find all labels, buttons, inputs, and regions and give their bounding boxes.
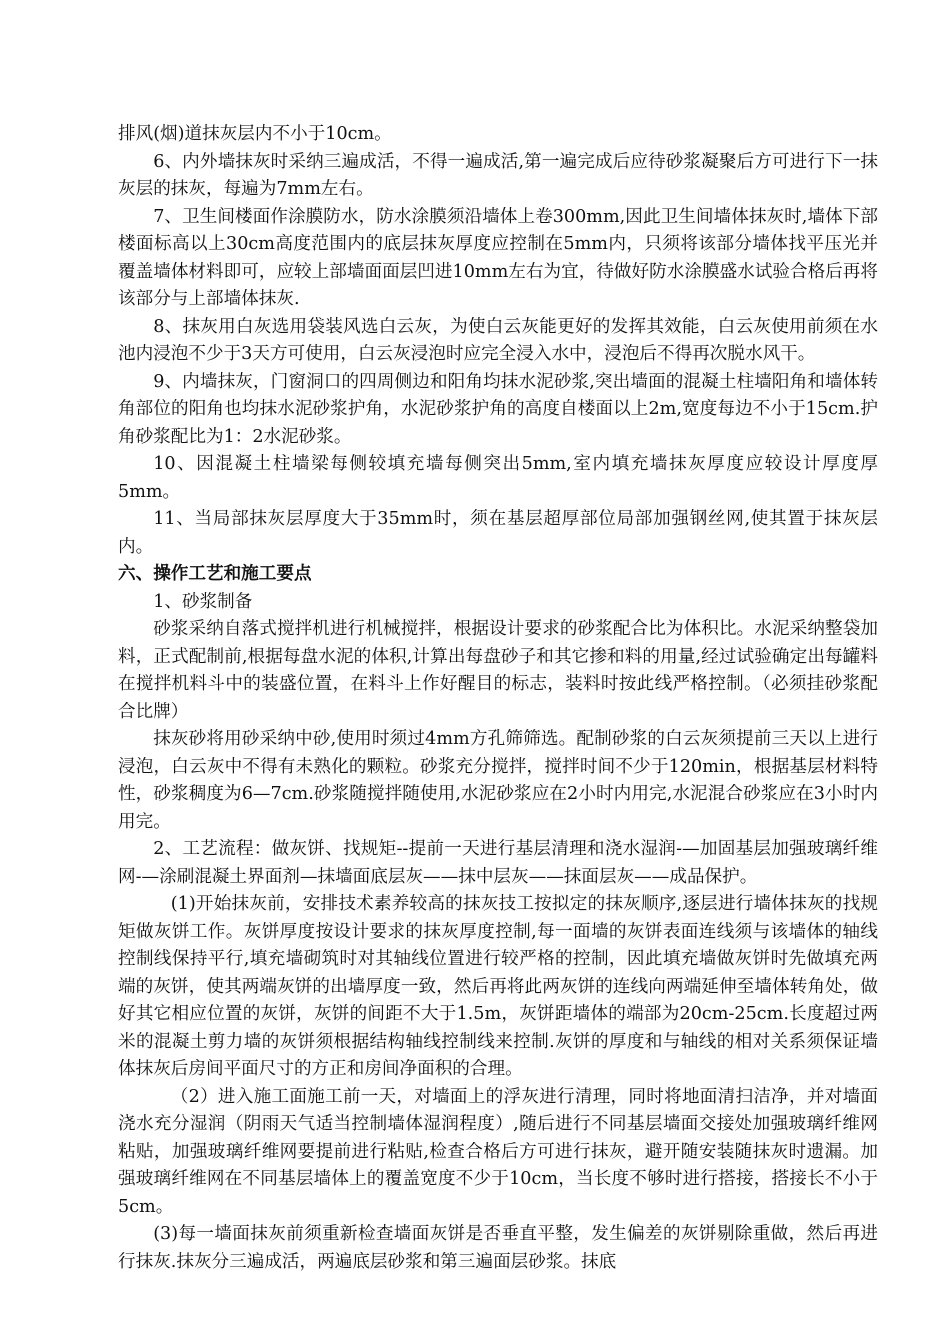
paragraph-process-flow: 2、工艺流程：做灰饼、找规矩--提前一天进行基层清理和浇水湿润-—加固基层加强玻璃纤维网-—涂刷混凝土界面剂—抹墙面底层灰——抹中层灰——抹面层灰——成品保护。	[118, 839, 878, 887]
paragraph-item-11: 11、当局部抹灰层厚度大于35mm时，须在基层超厚部位局部加强钢丝网,使其置于抹灰层内。	[118, 509, 878, 557]
paragraph-mortar-mixing: 砂浆采纳自落式搅拌机进行机械搅拌，根据设计要求的砂浆配合比为体积比。水泥采纳整袋加料，正式配制前,根据每盘水泥的体积,计算出每盘砂子和其它掺和料的用量,经过试验确定出每罐料在搅拌机料斗中的装盛位置，在料斗上作好醒目的标志，装料时按此线严格控制。（必须挂砂浆配合比牌）	[118, 619, 878, 722]
paragraph-step-1: (1)开始抹灰前，安排技术素养较高的抹灰技工按拟定的抹灰顺序,逐层进行墙体抹灰的找规矩做灰饼工作。灰饼厚度按设计要求的抹灰厚度控制,每一面墙的灰饼表面连线须与该墙体的轴线控制线保持平行,填充墙砌筑时对其轴线位置进行较严格的控制，因此填充墙做灰饼时先做填充两端的灰饼，使其两端灰饼的出墙厚度一致，然后再将此两灰饼的连线向两端延伸至墙体转角处，做好其它相应位置的灰饼，灰饼的间距不大于1.5m，灰饼距墙体的端部为20cm-25cm.长度超过两米的混凝土剪力墙的灰饼须根据结构轴线控制线来控制.灰饼的厚度和与轴线的相对关系须保证墙体抹灰后房间平面尺寸的方正和房间净面积的合理。	[118, 894, 878, 1079]
document-page	[118, 121, 878, 1276]
paragraph-item-7: 7、卫生间楼面作涂膜防水，防水涂膜须沿墙体上卷300mm,因此卫生间墙体抹灰时,墙体下部楼面标高以上30cm高度范围内的底层抹灰厚度应控制在5mm内，只须将该部分墙体找平压光并覆盖墙体材料即可，应较上部墙面面层凹进10mm左右为宜，待做好防水涂膜盛水试验合格后再将该部分与上部墙体抹灰.	[118, 206, 878, 309]
subsection-title: 1、砂浆制备	[153, 591, 253, 612]
section-heading: 六、操作工艺和施工要点	[118, 564, 312, 584]
paragraph-sand-preparation: 抹灰砂将用砂采纳中砂,使用时须过4mm方孔筛筛选。配制砂浆的白云灰须提前三天以上进行浸泡，白云灰中不得有未熟化的颗粒。砂浆充分搅拌，搅拌时间不少于120min，根据基层材料特性，砂浆稠度为6—7cm.砂浆随搅拌随使用,水泥砂浆应在2小时内用完,水泥混合砂浆应在3小时内用完。	[118, 729, 878, 832]
paragraph-step-3: (3)每一墙面抹灰前须重新检查墙面灰饼是否垂直平整，发生偏差的灰饼剔除重做，然后再进行抹灰.抹灰分三遍成活，两遍底层砂浆和第三遍面层砂浆。抹底	[118, 1224, 878, 1272]
paragraph-step-2: （2）进入施工面施工前一天，对墙面上的浮灰进行清理，同时将地面清扫洁净，并对墙面浇水充分湿润（阴雨天气适当控制墙体湿润程度）,随后进行不同基层墙面交接处加强玻璃纤维网粘贴，加强玻璃纤维网要提前进行粘贴,检查合格后方可进行抹灰，避开随安装随抹灰时遗漏。加强玻璃纤维网在不同基层墙体上的覆盖宽度不少于10cm，当长度不够时进行搭接，搭接长不小于5cm。	[118, 1086, 878, 1217]
paragraph-continuation: 排风(烟)道抹灰层内不小于10cm。	[118, 124, 392, 144]
paragraph-item-8: 8、抹灰用白灰选用袋装风选白云灰，为使白云灰能更好的发挥其效能，白云灰使用前须在水池内浸泡不少于3天方可使用，白云灰浸泡时应完全浸入水中，浸泡后不得再次脱水风干。	[118, 316, 878, 364]
paragraph-item-10: 10、因混凝土柱墙梁每侧较填充墙每侧突出5mm,室内填充墙抹灰厚度应较设计厚度厚5mm。	[118, 454, 878, 502]
paragraph-item-6: 6、内外墙抹灰时采纳三遍成活，不得一遍成活,第一遍完成后应待砂浆凝聚后方可进行下一抹灰层的抹灰，每遍为7mm左右。	[118, 151, 878, 199]
paragraph-item-9: 9、内墙抹灰，门窗洞口的四周侧边和阳角均抹水泥砂浆,突出墙面的混凝土柱墙阳角和墙体转角部位的阳角也均抹水泥砂浆护角，水泥砂浆护角的高度自楼面以上2m,宽度每边不小于15cm.护角砂浆配比为1：2水泥砂浆。	[118, 371, 878, 447]
